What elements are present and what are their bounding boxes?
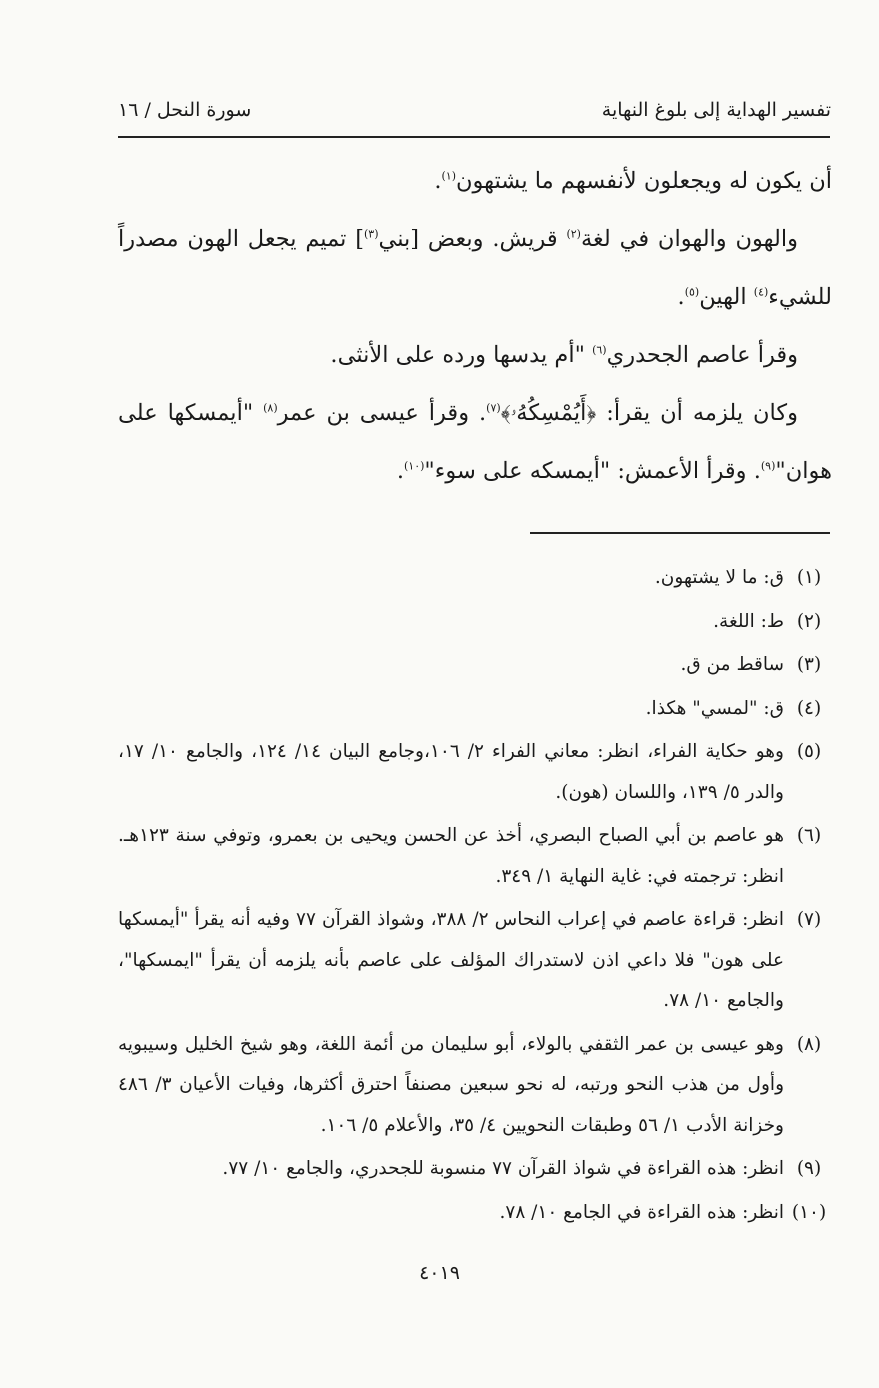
paragraph: والهون والهوان في لغة$^{(٢)}$ قريش. وبعض [بني$^{(٣)}$] تميم يجعل الهون مصدراً للشيء$^{(٤)}$ الهين$^{(٥)}$. xyxy=(118,226,832,310)
footnote-text: ق: ما لا يشتهون. xyxy=(654,567,784,588)
footnote-text: انظر: هذه القراءة في شواذ القرآن ٧٧ منسوبة للجحدري، والجامع ١٠/ ٧٧. xyxy=(222,1158,784,1179)
footnote-number: (٤) xyxy=(796,697,822,719)
footnote-divider xyxy=(530,532,830,534)
footnote-item xyxy=(118,689,834,730)
footnote-text: وهو حكاية الفراء، انظر: معاني الفراء ٢/ ١٠٦،وجامع البيان ١٤/ ١٢٤، والجامع ١٠/ ١٧، والدر ٥/ ١٣٩، واللسان (هون). xyxy=(118,741,784,803)
surah-label: سورة النحل / ١٦ xyxy=(118,99,252,121)
footnote-ref[interactable]: (٣) xyxy=(363,227,379,241)
footnote-text: انظر: هذه القراءة في الجامع ١٠/ ٧٨. xyxy=(499,1201,784,1223)
footnote-ref[interactable]: (٢) xyxy=(566,227,581,241)
footnote-item xyxy=(118,816,834,897)
footnote-number: (٥) xyxy=(796,741,822,762)
footnote-item xyxy=(118,1025,834,1147)
footnote-ref[interactable]: (١٠) xyxy=(403,459,425,473)
footnote-ref[interactable]: (٨) xyxy=(263,401,278,415)
footnote-number: (٧) xyxy=(796,909,822,930)
paragraph: أن يكون له ويجعلون لأنفسهم ما يشتهون$^{(١)}$. xyxy=(434,168,832,194)
footnote-ref[interactable]: (٩) xyxy=(760,459,776,473)
footnotes xyxy=(118,558,834,1236)
main-text xyxy=(118,152,832,500)
footnote-ref[interactable]: (٦) xyxy=(592,343,607,357)
footnote-number: (٨) xyxy=(796,1033,822,1055)
footnote-ref[interactable]: (١) xyxy=(441,169,456,183)
footnote-item xyxy=(118,1149,834,1190)
footnote-ref[interactable]: (٧) xyxy=(486,401,501,415)
footnote-text: ساقط من ق. xyxy=(680,654,784,675)
footnote-text: وهو عيسى بن عمر الثقفي بالولاء، أبو سليمان من أئمة اللغة، وهو شيخ الخليل وسيبويه وأول من هذب النحو ورتبه، له نحو سبعين مصنفاً احترق أكثرها، وفيات الأعيان ٣/ ٤٨٦ وخزانة الأدب ١/ ٥٦ وطبقات النحويين ٤/ ٣٥، والأعلام ٥/ ١٠٦. xyxy=(118,1033,784,1136)
footnote-ref[interactable]: (٤) xyxy=(753,285,769,299)
paragraph: وكان يلزمه أن يقرأ: ﴿أَيُمْسِكُهُۥ﴾$^{(٧)}$. وقرأ عيسى بن عمر$^{(٨)}$ "أيمسكها على هوان"$^{(٩)}$. وقرأ الأعمش: "أيمسكه على سوء"$^{(١٠)}$. xyxy=(118,400,832,484)
footnote-item xyxy=(118,645,834,686)
footnote-text: هو عاصم بن أبي الصباح البصري، أخذ عن الحسن ويحيى بن بعمرو، وتوفي سنة ١٢٣هـ. انظر: ترجمته في: غاية النهاية ١/ ٣٤٩. xyxy=(118,825,784,887)
footnote-item xyxy=(118,602,834,643)
footnote-item xyxy=(118,1193,834,1234)
footnote-number: (٢) xyxy=(796,610,822,632)
footnote-text: ط: اللغة. xyxy=(713,610,784,632)
footnote-number: (١٠) xyxy=(791,1201,827,1223)
page-number: ٤٠١٩ xyxy=(419,1262,460,1284)
footnote-text: ق: "لمسي" هكذا. xyxy=(645,697,784,719)
book-title: تفسير الهداية إلى بلوغ النهاية xyxy=(601,99,831,121)
footnote-number: (١) xyxy=(796,567,822,588)
header-divider xyxy=(118,136,830,138)
footnote-ref[interactable]: (٥) xyxy=(684,285,700,299)
footnote-item xyxy=(118,558,834,599)
running-header xyxy=(118,94,831,126)
paragraph: وقرأ عاصم الجحدري$^{(٦)}$ "أم يدسها ورده على الأنثى. xyxy=(330,342,798,368)
footnote-item xyxy=(118,900,834,1022)
footnote-number: (٦) xyxy=(796,825,822,846)
footnote-text: انظر: قراءة عاصم في إعراب النحاس ٢/ ٣٨٨، وشواذ القرآن ٧٧ وفيه أنه يقرأ "أيمسكها على هون" فلا داعي اذن لاستدراك المؤلف على عاصم بأنه يلزمه أن يقرأ "ايمسكها"، والجامع ١٠/ ٧٨. xyxy=(118,909,784,1011)
footnote-number: (٩) xyxy=(796,1158,822,1179)
footnote-number: (٣) xyxy=(796,654,822,675)
footnote-item xyxy=(118,732,834,813)
